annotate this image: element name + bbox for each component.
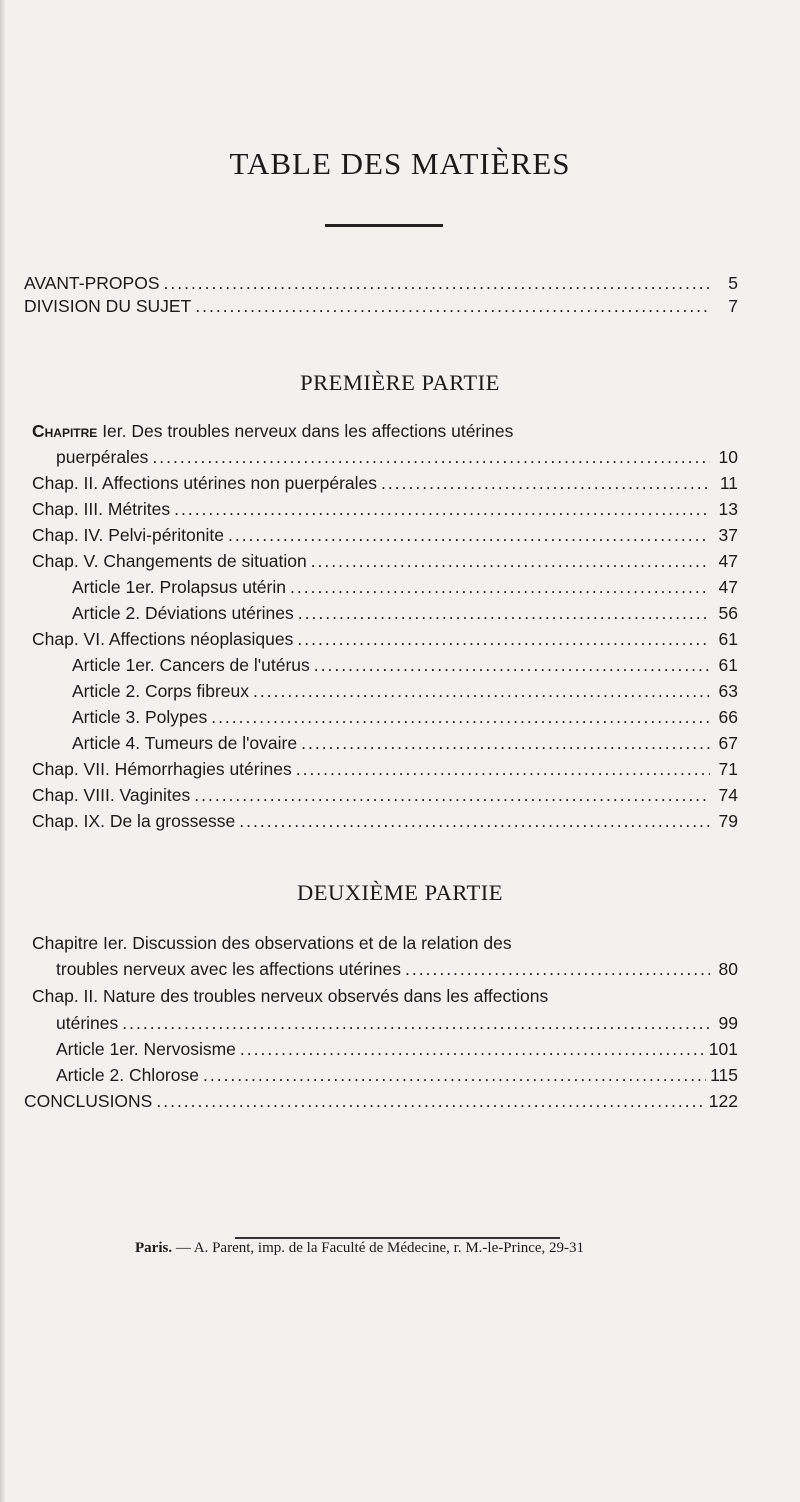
toc-entry-p1-9	[72, 704, 738, 730]
toc-label: Chap. VI. Affections néoplasiques	[32, 629, 294, 649]
title-rule	[325, 224, 443, 227]
toc-page: 99	[718, 1013, 738, 1033]
toc-label: Article 4. Tumeurs de l'ovaire	[72, 733, 298, 753]
toc-label: Chap. IX. De la grossesse	[32, 811, 236, 831]
toc-entry-p2-ch1	[56, 956, 738, 982]
toc-label: DIVISION DU SUJET	[24, 296, 192, 316]
toc-entry-p1-8	[72, 678, 738, 704]
toc-label: Article 1er. Prolapsus utérin	[72, 577, 286, 597]
toc-page: 47	[718, 551, 738, 571]
toc-label: utérines	[56, 1013, 119, 1033]
leader-dots	[156, 1088, 704, 1114]
toc-page: 66	[718, 707, 738, 727]
toc-page: 63	[718, 681, 738, 701]
toc-label: Chap. V. Changements de situation	[32, 551, 307, 571]
toc-entry-p1-4	[72, 574, 738, 600]
leader-dots	[314, 652, 710, 678]
leader-dots	[381, 470, 710, 496]
part1-chapter1-line	[32, 418, 738, 444]
toc-page: 56	[718, 603, 738, 623]
chapter-number: Ier.	[102, 421, 127, 441]
toc-entry-division	[24, 293, 738, 319]
toc-entry-p2-ch2	[56, 1010, 738, 1036]
toc-page: 61	[718, 629, 738, 649]
leader-dots	[195, 293, 710, 319]
toc-page: 74	[718, 785, 738, 805]
part2-chapter2-line: Chap. II. Nature des troubles nerveux observés dans les affections	[32, 986, 549, 1006]
leader-dots	[240, 1036, 705, 1062]
toc-label: troubles nerveux avec les affections utérines	[56, 959, 402, 979]
page-edge	[0, 0, 6, 1502]
leader-dots	[298, 600, 710, 626]
part1-heading: PREMIÈRE PARTIE	[300, 370, 500, 395]
chapter-word: Chapitre	[32, 421, 98, 441]
toc-entry-conclusions	[24, 1088, 738, 1114]
leader-dots	[203, 1062, 706, 1088]
toc-page: 101	[708, 1039, 738, 1059]
toc-entry-p1-12	[32, 782, 738, 808]
toc-label: Article 2. Corps fibreux	[72, 681, 250, 701]
toc-label: Article 1er. Nervosisme	[56, 1039, 236, 1059]
toc-page: 10	[718, 447, 738, 467]
toc-entry-p2-0	[56, 1036, 738, 1062]
toc-page: 67	[718, 733, 738, 753]
toc-page: 79	[718, 811, 738, 831]
toc-label: Article 1er. Cancers de l'utérus	[72, 655, 310, 675]
toc-entry-p1-13	[32, 808, 738, 834]
toc-page: 47	[718, 577, 738, 597]
toc-label: Chap. VII. Hémorrhagies utérines	[32, 759, 292, 779]
toc-entry-p2-1	[56, 1062, 738, 1088]
toc-label: Article 2. Déviations utérines	[72, 603, 294, 623]
toc-label: AVANT-PROPOS	[24, 273, 160, 293]
toc-label: puerpérales	[56, 447, 149, 467]
imprint-text: — A. Parent, imp. de la Faculté de Médecine, r. M.-le-Prince, 29-31	[175, 1240, 585, 1256]
leader-dots	[253, 678, 710, 704]
toc-page: 122	[708, 1091, 738, 1111]
leader-dots	[228, 522, 710, 548]
leader-dots	[297, 626, 710, 652]
leader-dots	[296, 756, 710, 782]
toc-label: Chap. III. Métrites	[32, 499, 171, 519]
toc-entry-p1-6	[32, 626, 738, 652]
printer-imprint	[135, 1240, 735, 1257]
leader-dots	[301, 730, 710, 756]
toc-entry-p1-7	[72, 652, 738, 678]
imprint-city: Paris.	[135, 1240, 173, 1256]
toc-entry-p1-ch1	[56, 444, 738, 470]
toc-entry-p1-1	[32, 496, 738, 522]
footer-rule	[235, 1237, 560, 1239]
toc-entry-p1-0	[32, 470, 738, 496]
leader-dots	[122, 1010, 710, 1036]
toc-label: Chap. VIII. Vaginites	[32, 785, 191, 805]
leader-dots	[405, 956, 710, 982]
toc-page: 5	[728, 273, 738, 293]
toc-label: CONCLUSIONS	[24, 1091, 153, 1111]
toc-page: 7	[728, 296, 738, 316]
toc-page: 61	[718, 655, 738, 675]
toc-entry-p1-3	[32, 548, 738, 574]
toc-entry-p1-11	[32, 756, 738, 782]
leader-dots	[174, 496, 710, 522]
leader-dots	[239, 808, 710, 834]
toc-page: 37	[718, 525, 738, 545]
page-title: TABLE DES MATIÈRES	[229, 146, 571, 181]
toc-page: 11	[719, 473, 738, 493]
chapter-title: Des troubles nerveux dans les affections utérines	[131, 421, 514, 441]
leader-dots	[311, 548, 710, 574]
part2-heading: DEUXIÈME PARTIE	[297, 880, 503, 905]
toc-label: Article 2. Chlorose	[56, 1065, 199, 1085]
toc-page: 71	[718, 759, 738, 779]
toc-page: 115	[710, 1065, 738, 1085]
toc-page: 80	[718, 959, 738, 979]
toc-entry-p1-10	[72, 730, 738, 756]
toc-label: Article 3. Polypes	[72, 707, 208, 727]
toc-entry-p1-2	[32, 522, 738, 548]
toc-page: 13	[718, 499, 738, 519]
leader-dots	[194, 782, 710, 808]
leader-dots	[152, 444, 710, 470]
toc-entry-p1-5	[72, 600, 738, 626]
part2-chapter1-line: Chapitre Ier. Discussion des observations et de la relation des	[32, 933, 512, 953]
toc-label: Chap. IV. Pelvi-péritonite	[32, 525, 224, 545]
leader-dots	[290, 574, 710, 600]
leader-dots	[211, 704, 710, 730]
toc-label: Chap. II. Affections utérines non puerpérales	[32, 473, 378, 493]
